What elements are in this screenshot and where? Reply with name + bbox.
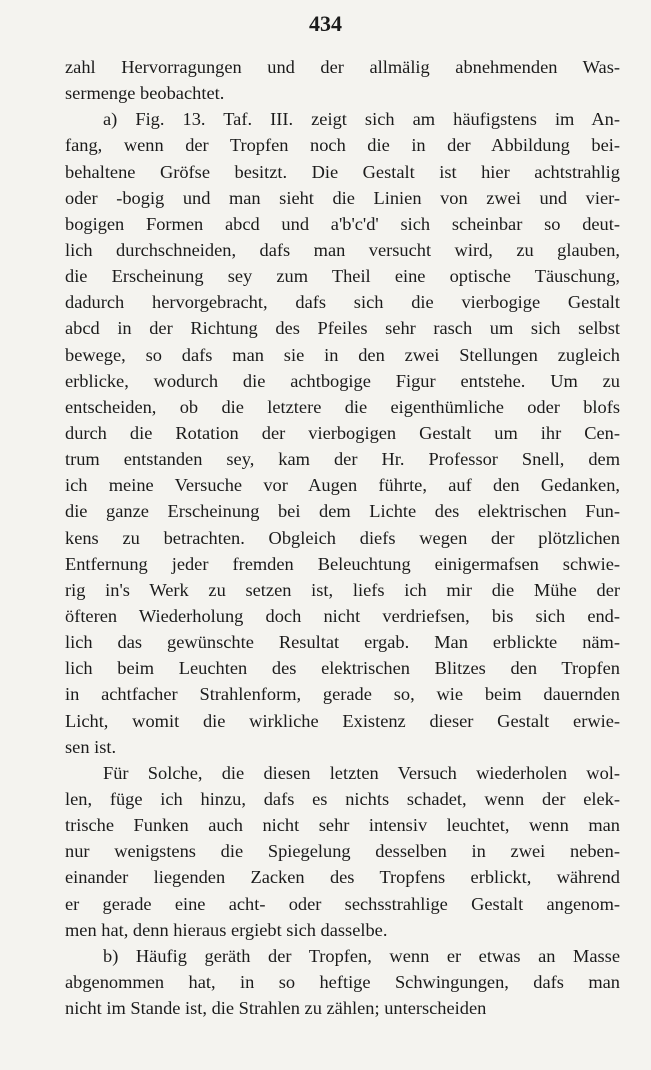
text-line: die Erscheinung sey zum Theil eine optische Täuschung,	[65, 266, 620, 287]
paragraph	[65, 106, 620, 760]
text-line: lich beim Leuchten des elektrischen Blitzes den Tropfen	[65, 658, 620, 679]
text-line: Licht, womit die wirkliche Existenz dieser Gestalt erwie-	[65, 710, 620, 731]
text-line: entscheiden, ob die letztere die eigenthümliche oder blofs	[65, 396, 620, 417]
text-line: Für Solche, die diesen letzten Versuch wiederholen wol-	[103, 762, 620, 783]
text-line: abgenommen hat, in so heftige Schwingungen, dafs man	[65, 971, 620, 992]
text-line: Entfernung jeder fremden Beleuchtung einigermafsen schwie-	[65, 553, 620, 574]
text-line: er gerade eine acht- oder sechsstrahlige Gestalt angenom-	[65, 893, 620, 914]
text-line: len, füge ich hinzu, dafs es nichts schadet, wenn der elek-	[65, 788, 620, 809]
text-line: bogigen Formen abcd und a'b'c'd' sich scheinbar so deut-	[65, 213, 620, 234]
text-line: abcd in der Richtung des Pfeiles sehr rasch um sich selbst	[65, 318, 620, 339]
text-line: durch die Rotation der vierbogigen Gestalt um ihr Cen-	[65, 422, 620, 443]
text-line: trum entstanden sey, kam der Hr. Professor Snell, dem	[65, 449, 620, 470]
body-text	[65, 54, 620, 1021]
text-line: bewege, so dafs man sie in den zwei Stellungen zugleich	[65, 344, 620, 365]
text-line: nur wenigstens die Spiegelung desselben in zwei neben-	[65, 841, 620, 862]
text-line: einander liegenden Zacken des Tropfens erblickt, während	[65, 867, 620, 888]
text-line: b) Häufig geräth der Tropfen, wenn er etwas an Masse	[103, 945, 620, 966]
text-line: a) Fig. 13. Taf. III. zeigt sich am häufigstens im An-	[103, 109, 620, 130]
text-line: nicht im Stande ist, die Strahlen zu zählen; unterscheiden	[65, 998, 487, 1019]
text-line: behaltene Gröfse besitzt. Die Gestalt ist hier achtstrahlig	[65, 161, 620, 182]
text-line: rig in's Werk zu setzen ist, liefs ich mir die Mühe der	[65, 579, 620, 600]
page-number: 434	[309, 11, 342, 36]
text-line: dadurch hervorgebracht, dafs sich die vierbogige Gestalt	[65, 292, 620, 313]
text-line: erblicke, wodurch die achtbogige Figur entstehe. Um zu	[65, 370, 620, 391]
text-line: lich durchschneiden, dafs man versucht wird, zu glauben,	[65, 239, 620, 260]
text-line: trische Funken auch nicht sehr intensiv leuchtet, wenn man	[65, 815, 620, 836]
text-line: kens zu betrachten. Obgleich diefs wegen der plötzlichen	[65, 527, 620, 548]
text-line: in achtfacher Strahlenform, gerade so, wie beim dauernden	[65, 684, 620, 705]
paragraph	[65, 54, 620, 106]
text-line: die ganze Erscheinung bei dem Lichte des elektrischen Fun-	[65, 501, 620, 522]
text-line: öfteren Wiederholung doch nicht verdriefsen, bis sich end-	[65, 605, 620, 626]
text-line: fang, wenn der Tropfen noch die in der Abbildung bei-	[65, 135, 620, 156]
text-line: sen ist.	[65, 736, 117, 757]
text-line: lich das gewünschte Resultat ergab. Man erblickte näm-	[65, 632, 620, 653]
paragraph	[65, 943, 620, 1021]
paragraph	[65, 760, 620, 943]
text-line: ich meine Versuche vor Augen führte, auf den Gedanken,	[65, 475, 620, 496]
text-line: sermenge beobachtet.	[65, 83, 225, 104]
text-line: zahl Hervorragungen und der allmälig abnehmenden Was-	[65, 57, 620, 77]
text-line: oder -bogig und man sieht die Linien von zwei und vier-	[65, 187, 620, 208]
text-line: men hat, denn hieraus ergiebt sich dasselbe.	[65, 919, 388, 940]
